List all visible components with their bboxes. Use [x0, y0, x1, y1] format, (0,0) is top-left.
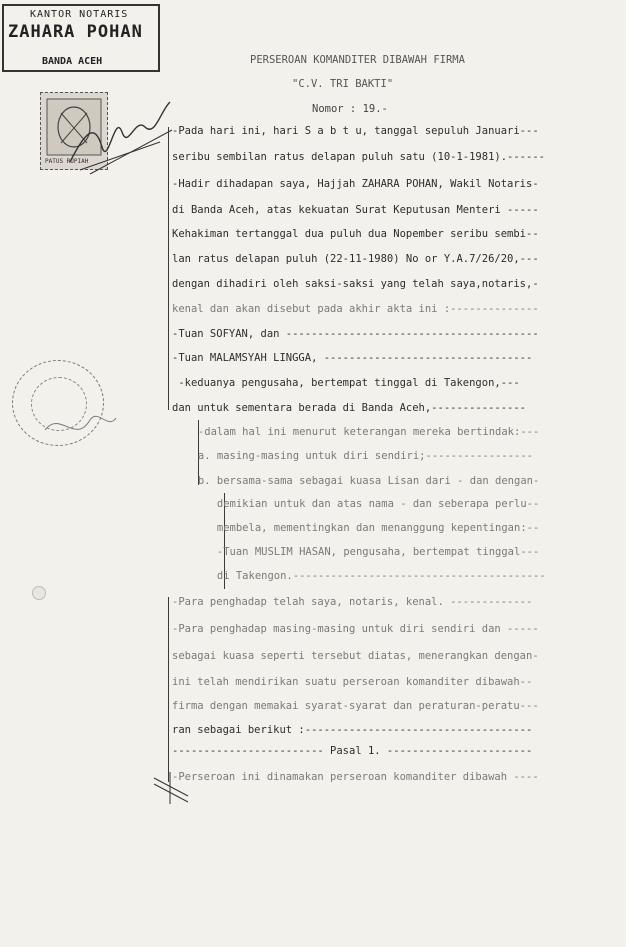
stamp-line-2: ZAHARA POHAN — [8, 22, 143, 42]
line-6: lan ratus delapan puluh (22-11-1980) No or Y.A.7/26/20,--- — [172, 253, 539, 265]
line-27: -Perseroan ini dinamakan perseroan komanditer dibawah ---- — [172, 771, 539, 783]
line-17: membela, mementingkan dan menanggung kepentingan:-- — [160, 522, 540, 534]
line-20: -Para penghadap telah saya, notaris, kenal. ------------- — [172, 596, 533, 608]
signature-seal — [40, 400, 120, 450]
line-18: -Tuan MUSLIM HASAN, pengusaha, bertempat tinggal--- — [160, 546, 540, 558]
line-25: ran sebagai berikut :------------------------------------ — [172, 724, 533, 736]
notary-stamp — [2, 4, 160, 72]
line-10: -Tuan MALAMSYAH LINGGA, --------------------------------- — [172, 352, 533, 364]
margin-line-1 — [168, 127, 169, 410]
line-26: ------------------------ Pasal 1. ----------------------- — [172, 745, 533, 757]
company-name: "C.V. TRI BAKTI" — [292, 78, 394, 90]
line-4: di Banda Aceh, atas kekuatan Surat Keputusan Menteri ----- — [172, 204, 539, 216]
line-15: b. bersama-sama sebagai kuasa Lisan dari - dan dengan- — [160, 475, 540, 487]
margin-line-4 — [168, 597, 169, 782]
signature-top — [60, 92, 180, 182]
line-24: firma dengan memakai syarat-syarat dan peraturan-peratu--- — [172, 700, 539, 712]
line-8: kenal dan akan disebut pada akhir akta ini :-------------- — [172, 303, 539, 315]
stamp-line-3: BANDA ACEH — [42, 56, 103, 67]
line-2: seribu sembilan ratus delapan puluh satu (10-1-1981).------ — [172, 151, 545, 163]
line-12: dan untuk sementara berada di Banda Aceh,--------------- — [172, 402, 527, 414]
line-22: sebagai kuasa seperti tersebut diatas, menerangkan dengan- — [172, 650, 539, 662]
document-title: PERSEROAN KOMANDITER DIBAWAH FIRMA — [250, 54, 465, 66]
line-9: -Tuan SOFYAN, dan ---------------------------------------- — [172, 328, 539, 340]
stamp-line-1: KANTOR NOTARIS — [30, 9, 129, 20]
deed-number: Nomor : 19.- — [312, 103, 388, 115]
line-19: di Takengon.---------------------------------------- — [160, 570, 546, 582]
line-11: -keduanya pengusaha, bertempat tinggal di Takengon,--- — [172, 377, 520, 389]
line-23: ini telah mendirikan suatu perseroan komanditer dibawah-- — [172, 676, 533, 688]
line-16: demikian untuk dan atas nama - dan seberapa perlu-- — [160, 498, 540, 510]
line-13: -dalam hal ini menurut keterangan mereka bertindak:--- — [160, 426, 540, 438]
bracket-mark — [152, 770, 192, 810]
line-14: a. masing-masing untuk diri sendiri;----------------- — [160, 450, 533, 462]
line-1: -Pada hari ini, hari S a b t u, tanggal sepuluh Januari--- — [172, 125, 539, 137]
line-21: -Para penghadap masing-masing untuk diri sendiri dan ----- — [172, 623, 539, 635]
line-5: Kehakiman tertanggal dua puluh dua Nopember seribu sembi-- — [172, 228, 539, 240]
punch-hole — [32, 586, 46, 600]
duty-stamp-text: PATUS RUPIAH — [45, 158, 89, 165]
line-7: dengan dihadiri oleh saksi-saksi yang telah saya,notaris,- — [172, 278, 539, 290]
line-3: -Hadir dihadapan saya, Hajjah ZAHARA POHAN, Wakil Notaris- — [172, 178, 539, 190]
